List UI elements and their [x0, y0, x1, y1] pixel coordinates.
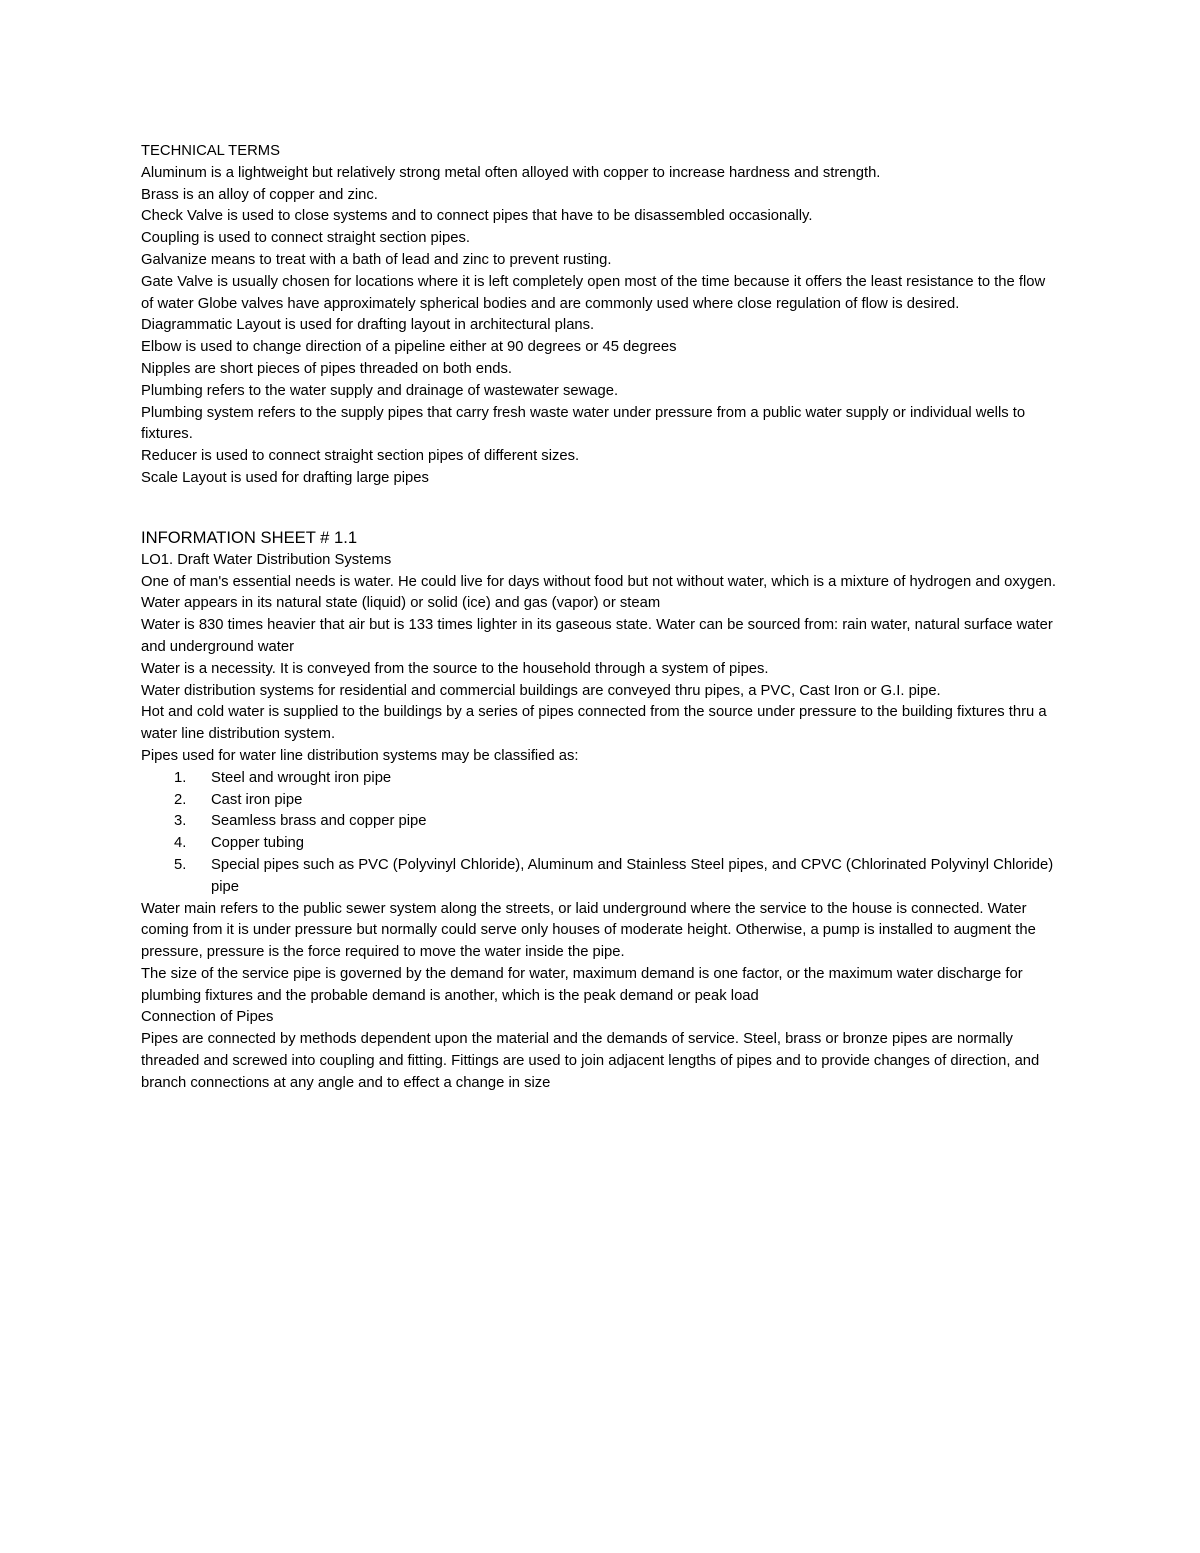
paragraph-natural-state: Water appears in its natural state (liquid) or solid (ice) and gas (vapor) or steam	[141, 595, 661, 612]
list-item	[141, 768, 1061, 790]
list-item	[141, 833, 1061, 855]
term-nipples: Nipples are short pieces of pipes threaded on both ends.	[141, 360, 512, 377]
information-sheet-title: INFORMATION SHEET # 1.1	[141, 527, 358, 547]
list-item	[141, 790, 1061, 812]
term-reducer: Reducer is used to connect straight section pipes of different sizes.	[141, 448, 580, 465]
paragraph-distribution-systems: Water distribution systems for residential and commercial buildings are conveyed thru pipes, a PVC, Cast Iron or G.I. pipe.	[141, 682, 941, 699]
section-spacer	[141, 490, 1061, 512]
list-item-number: 4.	[174, 835, 187, 852]
connection-of-pipes-heading: Connection of Pipes	[141, 1009, 274, 1026]
paragraph-pipes-classified: Pipes used for water line distribution systems may be classified as:	[141, 747, 579, 764]
technical-terms-heading: TECHNICAL TERMS	[141, 143, 280, 159]
term-scale-layout: Scale Layout is used for drafting large pipes	[141, 469, 429, 486]
list-item-number: 3.	[174, 813, 187, 830]
term-aluminum: Aluminum is a lightweight but relatively strong metal often alloyed with copper to increase hardness and strength.	[141, 164, 881, 181]
term-elbow: Elbow is used to change direction of a pipeline either at 90 degrees or 45 degrees	[141, 339, 677, 356]
term-diagrammatic-layout: Diagrammatic Layout is used for drafting layout in architectural plans.	[141, 317, 595, 334]
term-galvanize: Galvanize means to treat with a bath of lead and zinc to prevent rusting.	[141, 251, 612, 268]
list-item-text: Cast iron pipe	[211, 791, 303, 808]
term-plumbing: Plumbing refers to the water supply and drainage of wastewater sewage.	[141, 382, 619, 399]
term-plumbing-system: Plumbing system refers to the supply pipes that carry fresh waste water under pressure from a public water supply or individual wells to fixtures.	[141, 404, 1026, 443]
information-sheet-subtitle: LO1. Draft Water Distribution Systems	[141, 551, 392, 568]
list-item	[141, 855, 1061, 899]
paragraph-essential-needs: One of man's essential needs is water. He could live for days without food but not without water, which is a mixture of hydrogen and oxygen.	[141, 573, 1056, 590]
list-item-number: 1.	[174, 769, 187, 786]
list-item	[141, 811, 1061, 833]
list-item-text: Seamless brass and copper pipe	[211, 813, 427, 830]
paragraph-pipe-connections: Pipes are connected by methods dependent upon the material and the demands of service. Steel, brass or bronze pipes are normally threaded and screwed into coupling and fitting. Fittings are used to join adjacent lengths of pipes and to provide changes of direction, and branch connections at any angle and to effect a change in size	[141, 1031, 1040, 1091]
list-item-text: Special pipes such as PVC (Polyvinyl Chloride), Aluminum and Stainless Steel pipes, and CPVC (Chlorinated Polyvinyl Chloride) pipe	[211, 856, 1054, 895]
list-item-text: Copper tubing	[211, 835, 304, 852]
list-item-text: Steel and wrought iron pipe	[211, 769, 392, 786]
paragraph-water-main: Water main refers to the public sewer system along the streets, or laid underground where the service to the house is connected. Water coming from it is under pressure but normally could serve only houses of moderate height. Otherwise, a pump is installed to augment the pressure, pressure is the force required to move the water inside the pipe.	[141, 900, 1036, 961]
list-item-number: 5.	[174, 856, 187, 873]
term-coupling: Coupling is used to connect straight section pipes.	[141, 230, 471, 247]
document-page	[141, 141, 1061, 1095]
term-check-valve: Check Valve is used to close systems and to connect pipes that have to be disassembled occasionally.	[141, 208, 813, 225]
term-brass: Brass is an alloy of copper and zinc.	[141, 186, 378, 203]
paragraph-service-pipe-size: The size of the service pipe is governed by the demand for water, maximum demand is one factor, or the maximum water discharge for plumbing fixtures and the probable demand is another, which is the peak demand or peak load	[141, 965, 1023, 1004]
paragraph-necessity: Water is a necessity. It is conveyed from the source to the household through a system of pipes.	[141, 660, 769, 677]
pipe-types-list	[141, 768, 1061, 899]
term-gate-valve: Gate Valve is usually chosen for locations where it is left completely open most of the time because it offers the least resistance to the flow of water Globe valves have approximately spherical bodies and are commonly used where close regulation of flow is desired.	[141, 273, 1046, 312]
paragraph-water-weight: Water is 830 times heavier that air but is 133 times lighter in its gaseous state. Water can be sourced from: rain water, natural surface water and underground water	[141, 617, 1053, 655]
paragraph-hot-cold-water: Hot and cold water is supplied to the buildings by a series of pipes connected from the source under pressure to the building fixtures thru a water line distribution system.	[141, 704, 1047, 743]
list-item-number: 2.	[174, 791, 187, 808]
